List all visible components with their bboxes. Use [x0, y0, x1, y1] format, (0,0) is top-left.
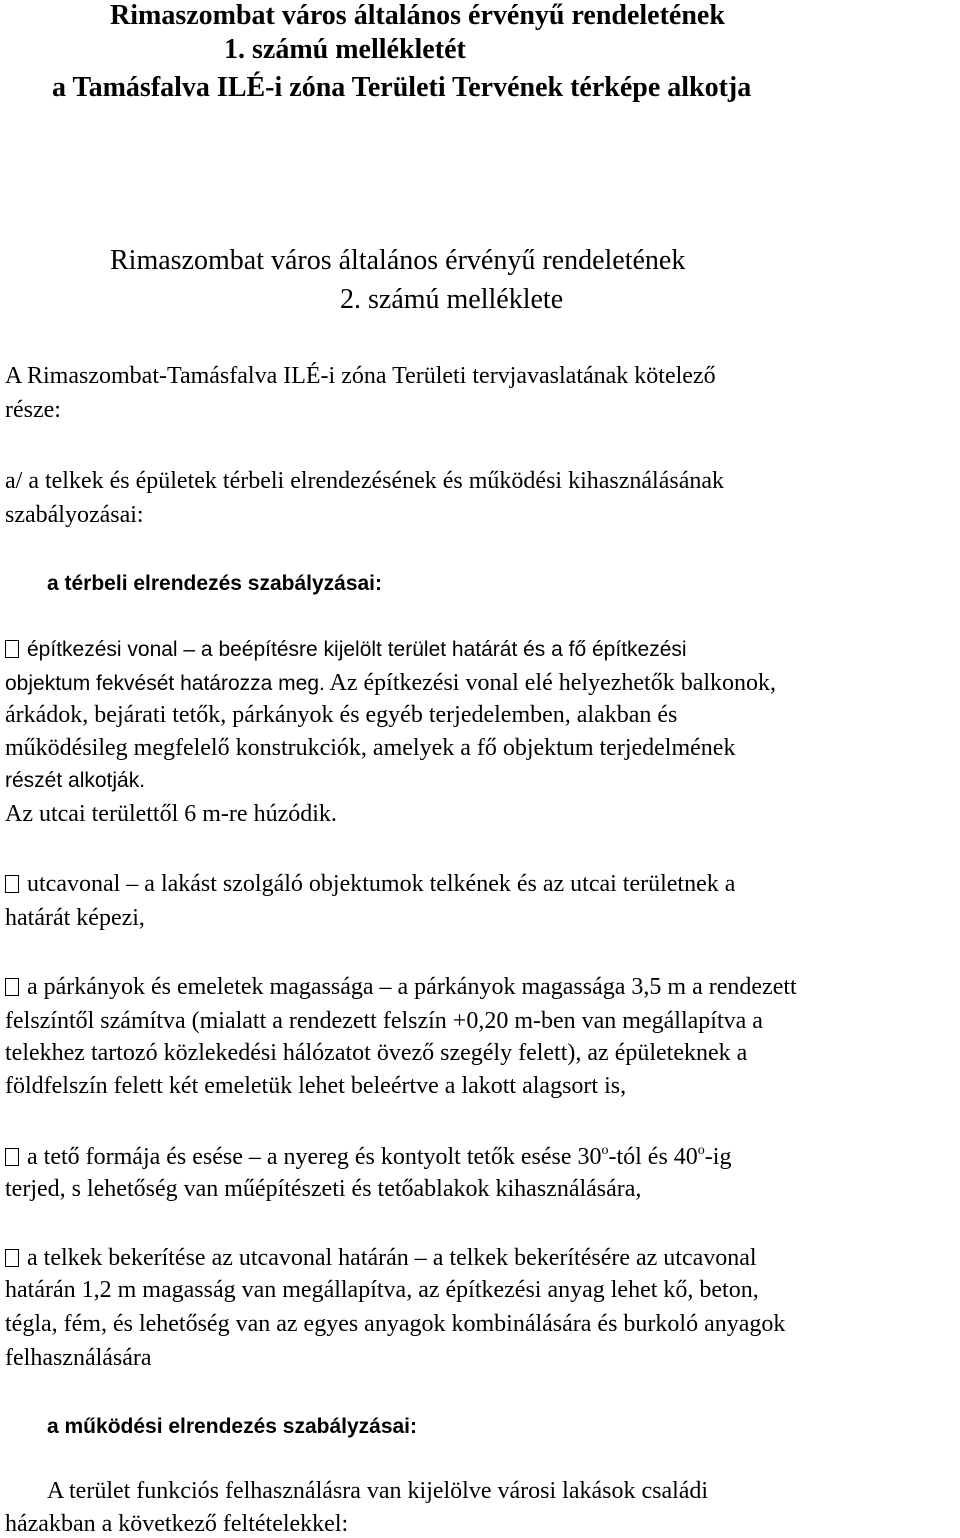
item-height-line2: felszíntől számítva (mialatt a rendezett felszín +0,20 m-ben van megállapítva a — [5, 1008, 763, 1034]
bullet-icon — [5, 640, 19, 658]
bullet-icon — [5, 1148, 19, 1166]
item-building-line-text1: építkezési vonal – a beépítésre kijelölt terület határát és a fő építkezési — [27, 638, 687, 661]
item-fence-text1: a telkek bekerítése az utcavonal határán – a telkek bekerítésére az utcavonal — [27, 1245, 757, 1271]
bullet-icon — [5, 1249, 19, 1267]
bullet-icon — [5, 978, 19, 996]
item-fence-line2: határán 1,2 m magasság van megállapítva, az építkezési anyag lehet kő, beton, — [5, 1277, 759, 1303]
item-fence-line3: tégla, fém, és lehetőség van az egyes anyagok kombinálására és burkoló anyagok — [5, 1311, 786, 1337]
item-fence-line4: felhasználására — [5, 1345, 152, 1371]
item-street-line-line2: határát képezi, — [5, 905, 145, 931]
item-building-line-line3: árkádok, bejárati tetők, párkányok és egyéb terjedelemben, alakban és — [5, 702, 678, 728]
item-roof-text1c: -ig — [704, 1144, 732, 1170]
item-building-line-text2-serif: Az építkezési vonal elé helyezhetők balkonok, — [324, 670, 777, 696]
item-building-line-line6: Az utcai területtől 6 m-re húzódik. — [5, 801, 337, 827]
subheading-spatial: a térbeli elrendezés szabályzásai: — [47, 572, 383, 595]
section-a-line1: a/ a telkek és épületek térbeli elrendezésének és működési kihasználásának — [5, 468, 725, 494]
item-height-line4: földfelszín felett két emeletük lehet beleértve a lakott alagsort is, — [5, 1073, 627, 1099]
closing-line2: házakban a következő feltételekkel: — [5, 1511, 349, 1537]
item-building-line-line5: részét alkotják. — [5, 769, 146, 792]
heading2-line1: Rimaszombat város általános érvényű rendeletének — [110, 245, 686, 276]
degree-sup-1: o — [601, 1143, 609, 1158]
item-building-line-text2-sans: objektum fekvését határozza meg. — [5, 672, 325, 695]
bullet-icon — [5, 875, 19, 893]
item-roof-line2: terjed, s lehetőség van műépítészeti és tetőablakok kihasználására, — [5, 1176, 642, 1202]
intro-line1: A Rimaszombat-Tamásfalva ILÉ-i zóna Területi tervjavaslatának kötelező — [5, 363, 716, 389]
heading1-line2: 1. számú mellékletét — [224, 34, 466, 65]
item-height-line1 — [5, 974, 797, 1001]
heading1-line1: Rimaszombat város általános érvényű rendeletének — [110, 0, 725, 31]
item-height-line3: telekhez tartozó közlekedési hálózatot övező szegély felett), az épületeknek a — [5, 1040, 748, 1066]
heading1-line3: a Tamásfalva ILÉ-i zóna Területi Tervének térképe alkotja — [52, 72, 752, 103]
item-building-line-line4: működésileg megfelelő konstrukciók, amelyek a fő objektum terjedelmének — [5, 735, 736, 761]
subheading-functional: a működési elrendezés szabályzásai: — [47, 1415, 418, 1438]
item-building-line-line2 — [5, 670, 776, 697]
item-street-line-text1: utcavonal – a lakást szolgáló objektumok telkének és az utcai területnek a — [27, 871, 736, 897]
item-height-text1: a párkányok és emeletek magassága – a párkányok magassága 3,5 m a rendezett — [27, 974, 797, 1000]
intro-line2: része: — [5, 397, 61, 423]
item-roof-text1a: a tető formája és esése – a nyereg és kontyolt tetők esése 30 — [27, 1144, 602, 1170]
section-a-line2: szabályozásai: — [5, 502, 144, 528]
item-building-line-line1 — [5, 638, 687, 662]
item-street-line-line1 — [5, 871, 735, 898]
item-roof-line1 — [5, 1144, 731, 1171]
item-roof-text1b: -tól és 40 — [608, 1144, 698, 1170]
item-fence-line1 — [5, 1245, 757, 1272]
closing-line1: A terület funkciós felhasználásra van kijelölve városi lakások családi — [47, 1478, 709, 1504]
degree-sup-2: o — [697, 1143, 705, 1158]
heading2-line2: 2. számú melléklete — [340, 284, 564, 315]
